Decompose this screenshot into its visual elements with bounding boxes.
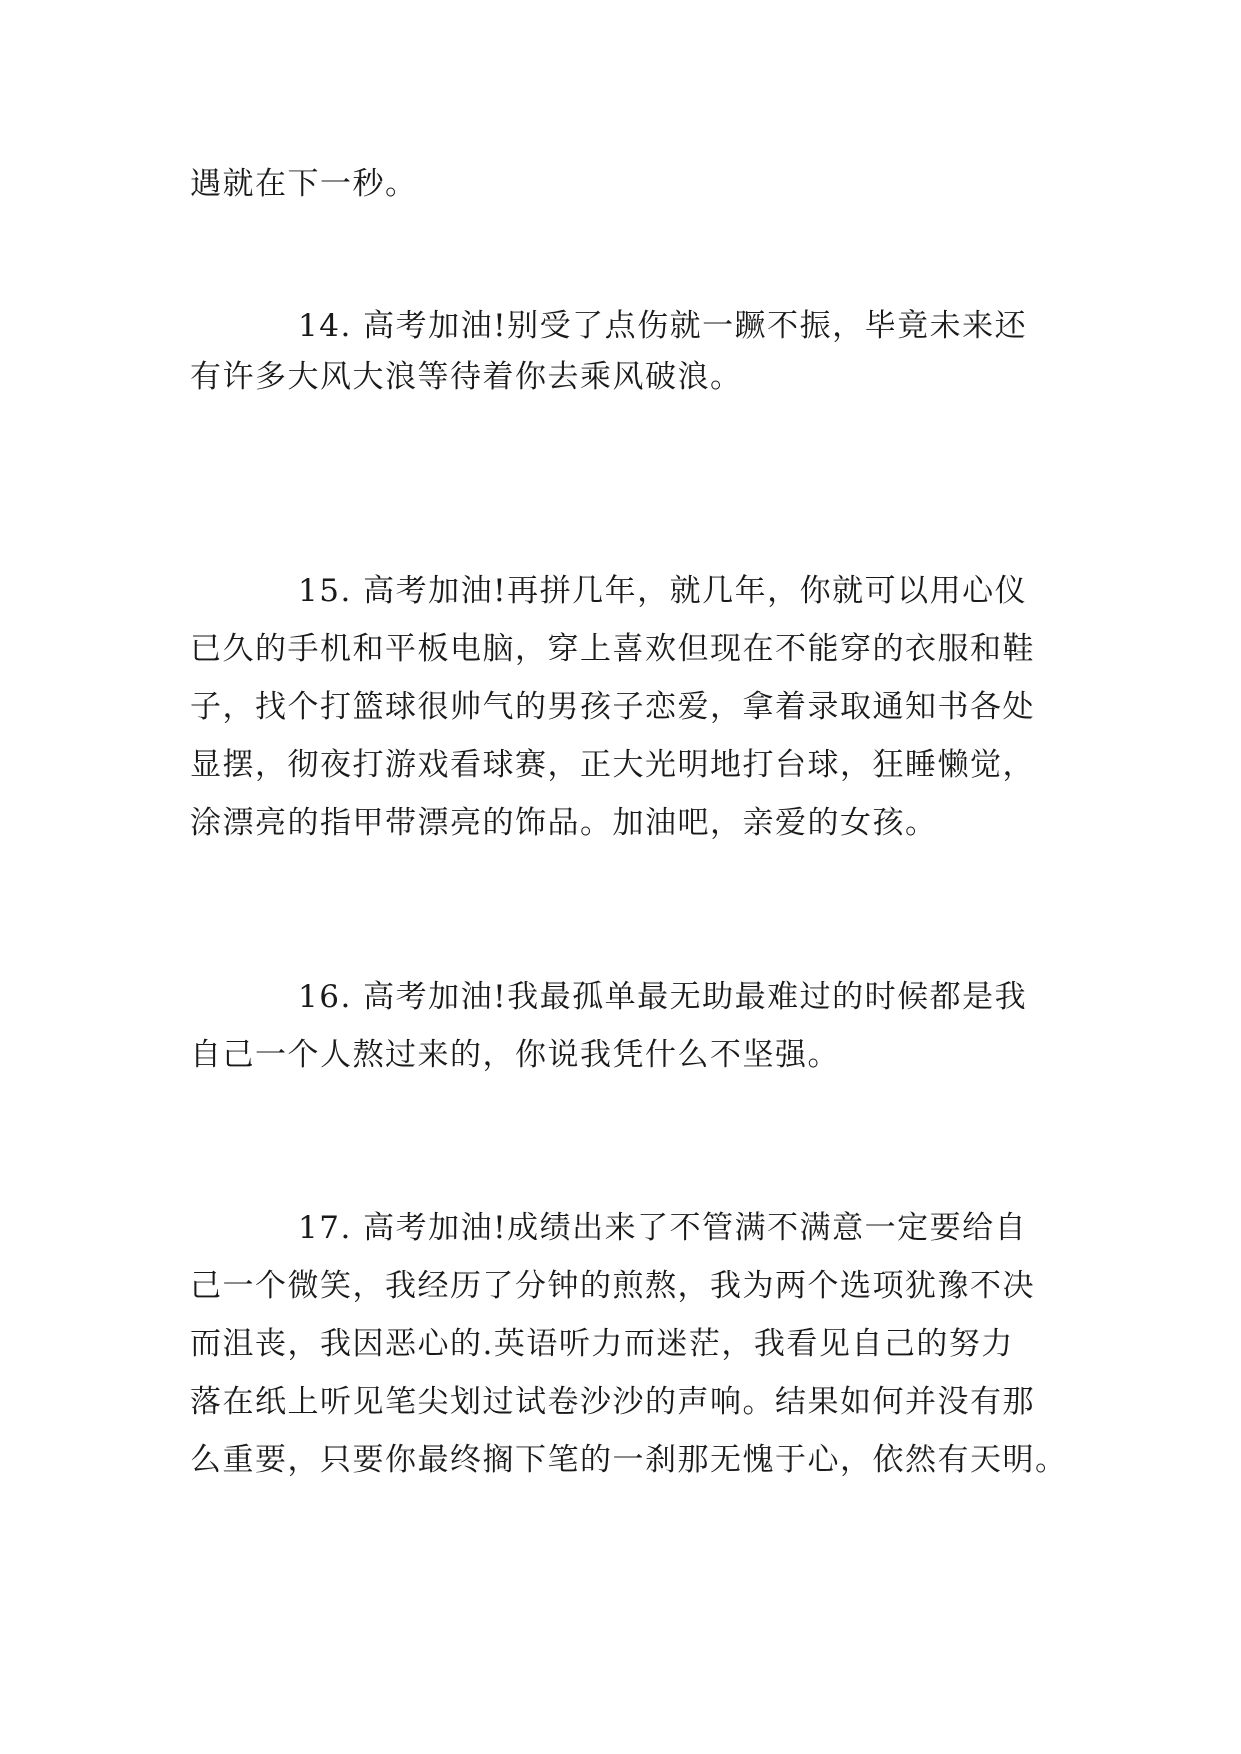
paragraph-17-line-2: 己一个微笑，我经历了分钟的煎熬，我为两个选项犹豫不决 (190, 1268, 1035, 1304)
paragraph-17-line-4: 落在纸上听见笔尖划过试卷沙沙的声响。结果如何并没有那 (190, 1384, 1035, 1420)
paragraph-15-line-4: 显摆，彻夜打游戏看球赛，正大光明地打台球，狂睡懒觉， (190, 747, 1035, 783)
paragraph-15-line-1: 15. 高考加油!再拼几年，就几年，你就可以用心仪 (298, 573, 1028, 609)
paragraph-15-line-5: 涂漂亮的指甲带漂亮的饰品。加油吧，亲爱的女孩。 (190, 805, 938, 841)
paragraph-16-line-2: 自己一个人熬过来的，你说我凭什么不坚强。 (190, 1037, 840, 1073)
paragraph-14-line-2: 有许多大风大浪等待着你去乘风破浪。 (190, 359, 743, 395)
paragraph-15-line-2: 已久的手机和平板电脑，穿上喜欢但现在不能穿的衣服和鞋 (190, 631, 1035, 667)
paragraph-16-line-1: 16. 高考加油!我最孤单最无助最难过的时候都是我 (298, 979, 1028, 1015)
paragraph-17-line-1: 17. 高考加油!成绩出来了不管满不满意一定要给自 (298, 1210, 1028, 1246)
paragraph-15-line-3: 子，找个打篮球很帅气的男孩子恋爱，拿着录取通知书各处 (190, 689, 1035, 725)
paragraph-14-line-1: 14. 高考加油!别受了点伤就一蹶不振，毕竟未来还 (298, 308, 1028, 344)
paragraph-13-line-2: 遇就在下一秒。 (190, 166, 418, 202)
paragraph-17-line-3: 而沮丧，我因恶心的.英语听力而迷茫，我看见自己的努力 (190, 1326, 1014, 1362)
paragraph-17-line-5: 么重要，只要你最终搁下笔的一刹那无愧于心，依然有天明。 (190, 1442, 1068, 1478)
